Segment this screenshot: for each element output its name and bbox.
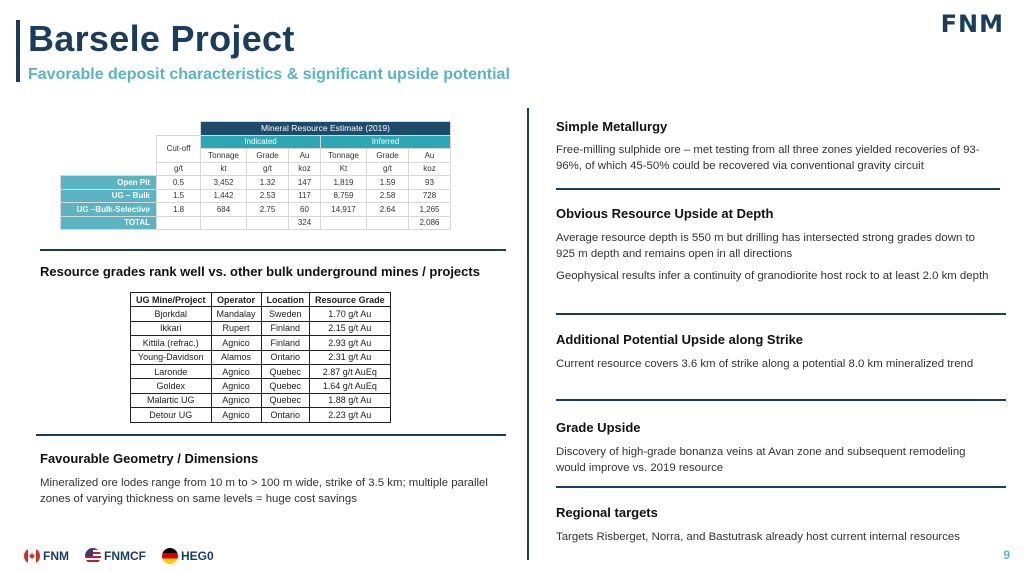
cell: 2.31 g/t Au: [310, 350, 391, 364]
row-label: TOTAL: [61, 216, 157, 230]
cell: Sweden: [261, 307, 310, 321]
cell: 1,442: [201, 189, 247, 203]
section-divider: [556, 399, 1006, 401]
cell: 2.53: [247, 189, 289, 203]
col-header: UG Mine/Project: [131, 293, 212, 307]
cell: Agnico: [211, 364, 261, 378]
page-title: Barsele Project: [28, 18, 295, 59]
title-accent-bar: [16, 20, 20, 82]
table-row: [131, 379, 391, 393]
cell: Rupert: [211, 321, 261, 335]
col-header: Grade: [367, 149, 409, 163]
cutoff-header: Cut-off: [157, 135, 201, 162]
germany-flag-icon: [162, 548, 178, 564]
metallurgy-body: Free-milling sulphide ore – met testing from all three zones yielded recoveries of 93-96%, of which 45-50% could be recovered via conventional gravity circuit: [556, 144, 980, 172]
section-divider: [40, 249, 506, 251]
cell: 93: [409, 176, 451, 190]
unit-cell: kt: [201, 162, 247, 176]
unit-cell: g/t: [157, 162, 201, 176]
total-inferred-au: 2,086: [409, 216, 451, 230]
unit-cell: Kt: [321, 162, 367, 176]
cell: 2.93 g/t Au: [310, 336, 391, 350]
cell: 2.87 g/t AuEq: [310, 364, 391, 378]
col-header: Tonnage: [321, 149, 367, 163]
total-indicated-au: 324: [289, 216, 321, 230]
col-header: Operator: [211, 293, 261, 307]
cell: 1.5: [157, 189, 201, 203]
strike-heading: Additional Potential Upside along Strike: [556, 332, 804, 347]
mine-comparison-table: [130, 292, 391, 423]
table-row: [131, 350, 391, 364]
ticker-tsxv: [24, 548, 69, 564]
cell: 1.70 g/t Au: [310, 307, 391, 321]
cell: 1.32: [247, 176, 289, 190]
col-header: Tonnage: [201, 149, 247, 163]
cell: 117: [289, 189, 321, 203]
page-subtitle: Favorable deposit characteristics & significant upside potential: [28, 66, 510, 83]
cell: Ontario: [261, 350, 310, 364]
depth-body-1: Average resource depth is 550 m but drilling has intersected strong grades down to 925 m depth and remains open in all directions: [556, 232, 975, 260]
cell: Quebec: [261, 364, 310, 378]
cell: Kittila (refrac.): [131, 336, 212, 350]
cell: Mandalay: [211, 307, 261, 321]
strike-body: Current resource covers 3.6 km of strike along a potential 8.0 km mineralized trend: [556, 358, 974, 370]
cell: 1.59: [367, 176, 409, 190]
cell: Detour UG: [131, 408, 212, 422]
section-divider: [36, 434, 506, 436]
table-row: [131, 393, 391, 407]
cell: Goldex: [131, 379, 212, 393]
ticker-label: FNMCF: [104, 549, 146, 563]
table-row: [131, 408, 391, 422]
row-label: UG – Bulk: [61, 189, 157, 203]
cell: Alamos: [211, 350, 261, 364]
cell: 728: [409, 189, 451, 203]
cell: 60: [289, 203, 321, 217]
cell: 1.64 g/t AuEq: [310, 379, 391, 393]
ticker-label: FNM: [43, 549, 69, 563]
column-divider: [527, 108, 529, 560]
cell: 0.5: [157, 176, 201, 190]
section-divider: [556, 486, 1006, 488]
section-divider: [556, 188, 1000, 190]
depth-body-2: Geophysical results infer a continuity of granodiorite host rock to at least 2.0 km depth: [556, 270, 989, 282]
cell: 2.23 g/t Au: [310, 408, 391, 422]
ticker-label: HEG0: [181, 549, 214, 563]
mre-banner: Mineral Resource Estimate (2019): [201, 122, 451, 136]
cell: Finland: [261, 336, 310, 350]
grades-heading: Resource grades rank well vs. other bulk underground mines / projects: [40, 264, 480, 279]
ticker-frankfurt: [162, 548, 214, 564]
usa-flag-icon: [85, 548, 101, 564]
inferred-header: Inferred: [321, 135, 451, 149]
cell: 1,819: [321, 176, 367, 190]
cell: Agnico: [211, 408, 261, 422]
cell: 2.64: [367, 203, 409, 217]
cell: 2.75: [247, 203, 289, 217]
cell: 8,759: [321, 189, 367, 203]
ticker-otcqb: [85, 548, 146, 564]
mineral-resource-table: [60, 121, 451, 230]
geometry-heading: Favourable Geometry / Dimensions: [40, 451, 259, 466]
cell: Ontario: [261, 408, 310, 422]
unit-cell: g/t: [367, 162, 409, 176]
cell: Ikkari: [131, 321, 212, 335]
table-row: [61, 189, 451, 203]
cell: 147: [289, 176, 321, 190]
cell: Agnico: [211, 393, 261, 407]
col-header: Location: [261, 293, 310, 307]
depth-heading: Obvious Resource Upside at Depth: [556, 206, 774, 221]
table-row: [61, 203, 451, 217]
table-row: [131, 321, 391, 335]
cell: Bjorkdal: [131, 307, 212, 321]
cell: 3,452: [201, 176, 247, 190]
unit-cell: g/t: [247, 162, 289, 176]
unit-cell: koz: [289, 162, 321, 176]
canada-flag-icon: [24, 548, 40, 564]
col-header: Resource Grade: [310, 293, 391, 307]
row-label: UG –Bulk-Selective: [61, 203, 157, 217]
col-header: Au: [289, 149, 321, 163]
cell: Quebec: [261, 393, 310, 407]
fnm-logo: FNM: [940, 10, 1004, 38]
cell: 14,917: [321, 203, 367, 217]
grade-body: Discovery of high-grade bonanza veins at Avan zone and subsequent remodeling would improve vs. 2019 resource: [556, 446, 966, 474]
footer-tickers: [24, 548, 230, 564]
cell: Malartic UG: [131, 393, 212, 407]
metallurgy-heading: Simple Metallurgy: [556, 119, 668, 134]
grade-heading: Grade Upside: [556, 420, 641, 435]
cell: Laronde: [131, 364, 212, 378]
table-row: [131, 336, 391, 350]
page-number: 9: [1003, 548, 1010, 562]
section-divider: [556, 313, 1006, 315]
row-label: Open Pit: [61, 176, 157, 190]
cell: Agnico: [211, 336, 261, 350]
table-row: [131, 364, 391, 378]
col-header: Au: [409, 149, 451, 163]
cell: 1.8: [157, 203, 201, 217]
cell: Agnico: [211, 379, 261, 393]
unit-cell: koz: [409, 162, 451, 176]
cell: 1.88 g/t Au: [310, 393, 391, 407]
cell: 684: [201, 203, 247, 217]
regional-heading: Regional targets: [556, 505, 658, 520]
cell: 1,265: [409, 203, 451, 217]
cell: Young-Davidson: [131, 350, 212, 364]
cell: 2.15 g/t Au: [310, 321, 391, 335]
indicated-header: Indicated: [201, 135, 321, 149]
table-row: [61, 176, 451, 190]
col-header: Grade: [247, 149, 289, 163]
total-row: [61, 216, 451, 230]
cell: Quebec: [261, 379, 310, 393]
geometry-body: Mineralized ore lodes range from 10 m to > 100 m wide, strike of 3.5 km; multiple parallel zones of varying thickness on same levels = huge cost savings: [40, 477, 488, 505]
regional-body: Targets Risberget, Norra, and Bastutrask already host current internal resources: [556, 531, 960, 543]
cell: 2.58: [367, 189, 409, 203]
cell: Finland: [261, 321, 310, 335]
table-row: [131, 307, 391, 321]
